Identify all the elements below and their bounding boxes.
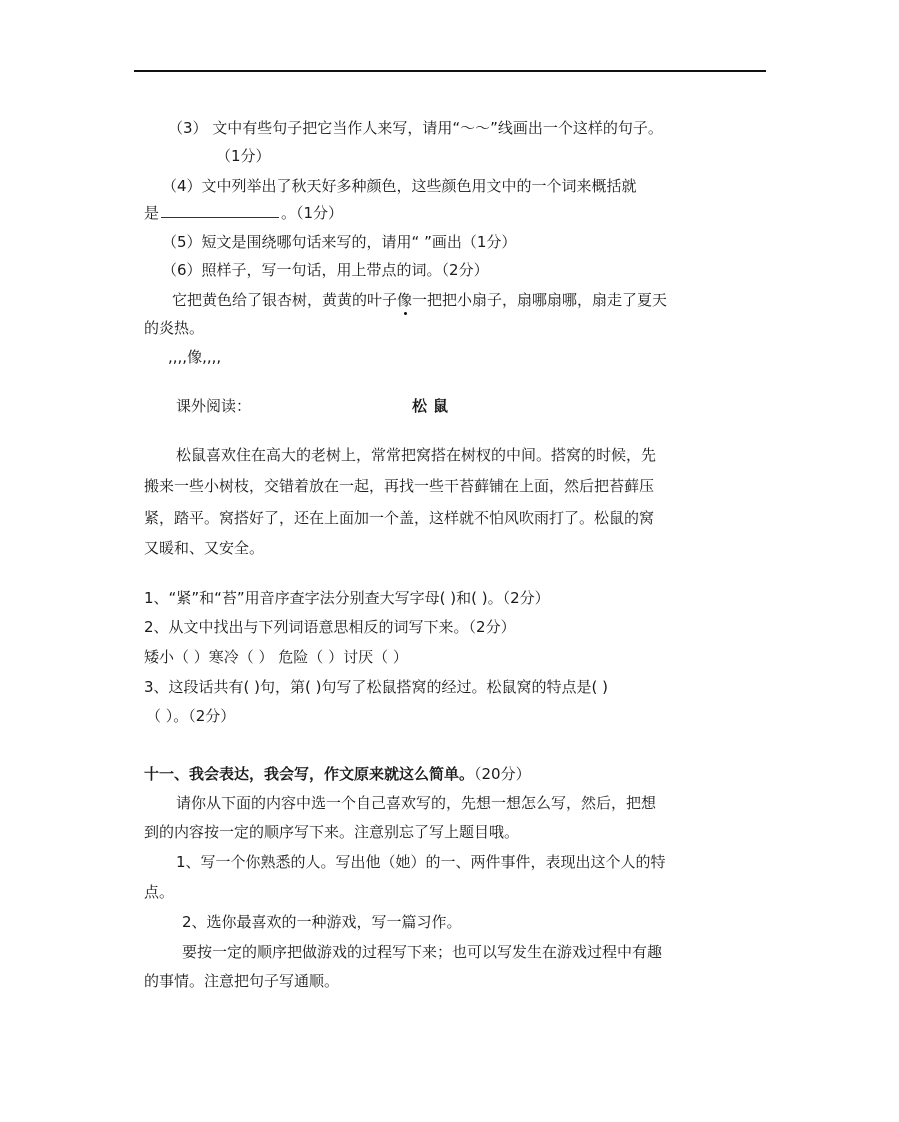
question-3-line1: （3） 文中有些句子把它当作人来写，请用“～～”线画出一个这样的句子。	[168, 119, 663, 137]
answer-blank[interactable]	[161, 203, 279, 218]
section-11-heading	[144, 764, 531, 784]
section-11-title: 十一、我会表达，我会写，作文原来就这么简单。	[144, 765, 475, 783]
pattern-line: ,,,,像,,,,	[168, 348, 222, 366]
section-11-score: （20分）	[474, 765, 531, 783]
dotted-word: 像	[397, 291, 413, 309]
example-sentence-line1	[172, 290, 667, 310]
example-after: 一把把小扇子，扇哪扇哪，扇走了夏天	[412, 291, 668, 309]
example-sentence-line2: 的炎热。	[144, 319, 205, 337]
section-11-line-1: 请你从下面的内容中选一个自己喜欢写的，先想一想怎么写，然后，把想	[176, 794, 657, 812]
passage-line-1: 松鼠喜欢住在高大的老树上，常常把窝搭在树杈的中间。搭窝的时候，先	[176, 446, 657, 464]
antonym-blanks: 矮小（ ）寒冷（ ） 危险（ ）讨厌（ ）	[144, 648, 408, 666]
question-4-line1: （4）文中列举出了秋天好多种颜色，这些颜色用文中的一个词来概括就	[162, 177, 637, 195]
section-11-line-3: 1、写一个你熟悉的人。写出他（她）的一、两件事件，表现出这个人的特	[176, 853, 666, 871]
question-5: （5）短文是围绕哪句话来写的，请用“ ”画出（1分）	[162, 233, 517, 251]
passage-line-2: 搬来一些小树枝，交错着放在一起，再找一些干苔藓铺在上面，然后把苔藓压	[144, 477, 655, 495]
header-rule	[134, 70, 766, 72]
section-11-line-7: 的事情。注意把句子写通顺。	[144, 972, 340, 990]
question-4-prefix: 是	[144, 204, 160, 222]
reading-question-1: 1、“紧”和“苔”用音序查字法分别查大写字母( )和( )。（2分）	[144, 589, 550, 607]
passage-line-3: 紧，踏平。窝搭好了，还在上面加一个盖，这样就不怕风吹雨打了。松鼠的窝	[144, 509, 655, 527]
section-11-line-2: 到的内容按一定的顺序写下来。注意别忘了写上题目哦。	[144, 823, 520, 841]
reading-question-2: 2、从文中找出与下列词语意思相反的词写下来。（2分）	[144, 618, 516, 636]
section-11-line-5: 2、选你最喜欢的一种游戏，写一篇习作。	[182, 913, 462, 931]
section-11-line-6: 要按一定的顺序把做游戏的过程写下来；也可以写发生在游戏过程中有趣	[182, 943, 663, 961]
reading-question-3-line2: （ ）。（2分）	[146, 707, 236, 725]
question-3-line2: （1分）	[216, 147, 271, 165]
section-11-line-4: 点。	[144, 883, 175, 901]
reading-question-3-line1: 3、这段话共有( )句，第( )句写了松鼠搭窝的经过。松鼠窝的特点是( )	[144, 678, 608, 696]
question-4-suffix: 。（1分）	[281, 204, 344, 222]
question-6: （6）照样子，写一句话，用上带点的词。（2分）	[162, 261, 489, 279]
passage-line-4: 又暖和、又安全。	[144, 539, 265, 557]
example-before: 它把黄色给了银杏树，黄黄的叶子	[172, 291, 398, 309]
question-4-line2	[144, 203, 343, 223]
reading-label: 课外阅读：	[176, 397, 252, 415]
reading-title: 松鼠	[412, 397, 455, 415]
